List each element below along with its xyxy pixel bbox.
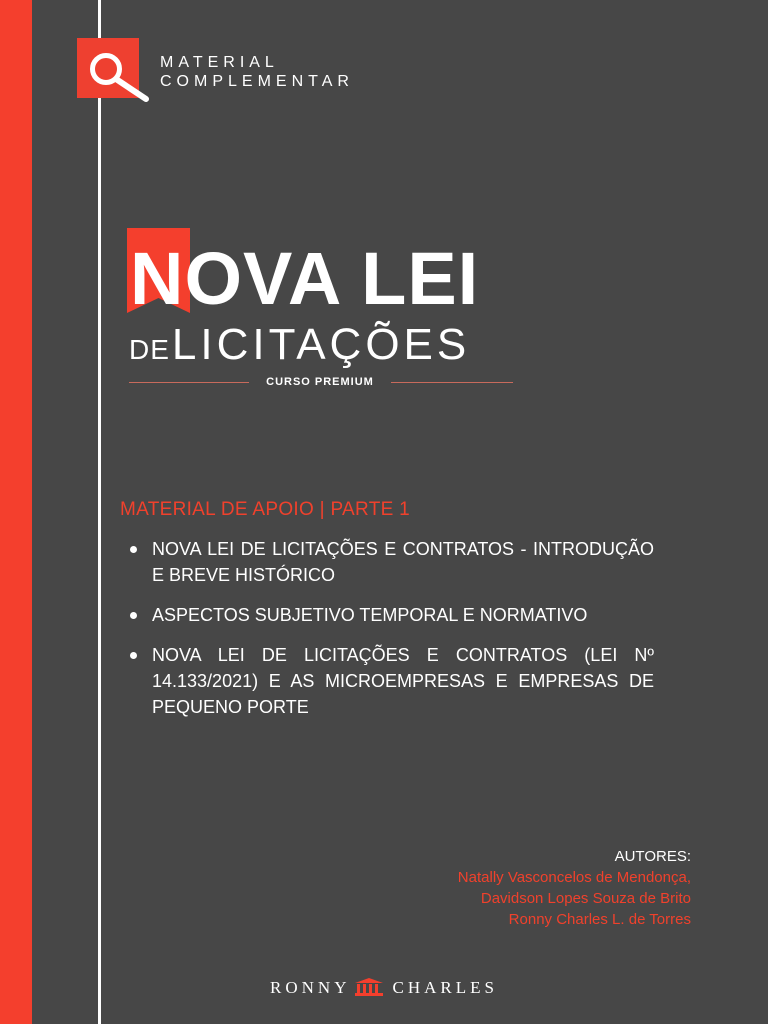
brand-last-name: CHARLES	[392, 978, 498, 997]
red-side-stripe	[0, 0, 32, 1024]
badge-line-2: COMPLEMENTAR	[160, 73, 354, 90]
author-name: Davidson Lopes Souza de Brito	[480, 890, 691, 907]
title-sub-main: LICITAÇÕES	[171, 320, 471, 369]
white-divider-line	[98, 0, 101, 1024]
topic-list	[128, 536, 654, 720]
brand-first-name: RONNY	[270, 978, 351, 997]
section-heading: MATERIAL DE APOIO | PARTE 1	[120, 499, 411, 520]
title-rule-left	[129, 382, 249, 383]
author-name: Ronny Charles L. de Torres	[508, 911, 691, 928]
topic-text: ASPECTOS SUBJETIVO TEMPORAL E NORMATIVO	[152, 605, 588, 625]
topic-text: NOVA LEI DE LICITAÇÕES E CONTRATOS (LEI Nº 14.133/2021) E AS MICROEMPRESAS E EMPRESAS DE PEQUENO PORTE	[152, 645, 654, 717]
material-complementar-badge	[160, 53, 354, 91]
course-tag: CURSO PREMIUM	[266, 376, 374, 388]
search-logo-box	[77, 38, 139, 98]
list-item	[128, 536, 654, 588]
search-icon	[77, 38, 157, 108]
authors-label: AUTORES:	[614, 848, 691, 865]
bullet-icon	[130, 652, 137, 659]
bullet-icon	[130, 612, 137, 619]
title-sub-prefix: DE	[129, 334, 170, 365]
course-title-block	[127, 228, 517, 398]
list-item	[128, 602, 654, 628]
authors-block	[458, 847, 691, 930]
list-item	[128, 642, 654, 720]
bullet-icon	[130, 546, 137, 553]
title-rule-right	[391, 382, 513, 383]
footer-brand	[0, 978, 768, 998]
badge-line-1: MATERIAL	[160, 54, 279, 71]
topic-text: NOVA LEI DE LICITAÇÕES E CONTRATOS - INTRODUÇÃO E BREVE HISTÓRICO	[152, 539, 654, 585]
title-main: NOVA LEI	[130, 237, 480, 320]
title-sub	[129, 320, 470, 375]
column-building-icon	[354, 978, 384, 996]
author-name: Natally Vasconcelos de Mendonça,	[457, 869, 691, 886]
